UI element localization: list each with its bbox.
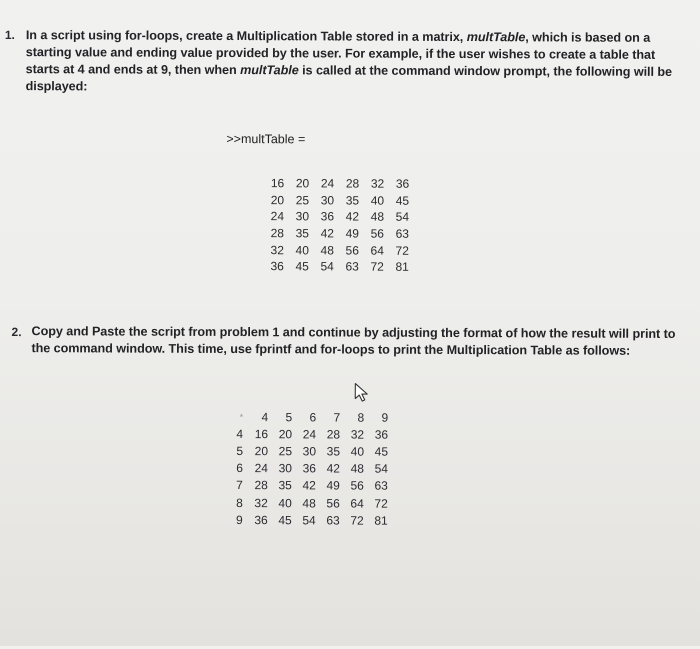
table-cell: 32 (350, 427, 365, 442)
matrix-cell: 40 (295, 242, 309, 258)
row-label: 5 (236, 444, 244, 459)
matrix-cell: 63 (395, 226, 410, 241)
matrix-cell: 20 (295, 176, 310, 191)
matrix-row (267, 242, 409, 259)
table-cell: 36 (374, 427, 389, 442)
matrix-cell: 40 (370, 193, 385, 208)
table-cell: 32 (254, 495, 268, 510)
table-cell: 30 (278, 461, 292, 476)
matrix-cell: 54 (320, 259, 334, 274)
matrix-cell: 36 (395, 177, 410, 192)
row-label: 4 (236, 426, 244, 441)
table-cell: 48 (302, 495, 316, 510)
table-cell: 40 (350, 444, 365, 459)
table-cell: 54 (374, 461, 388, 476)
matrix-cell: 30 (320, 193, 335, 208)
matrix-cell: 42 (320, 226, 335, 241)
table-header-cell: 6 (309, 409, 317, 424)
table-header-row (234, 408, 388, 426)
matrix-cell: 20 (270, 193, 285, 208)
question-2-number: 2. (11, 325, 22, 340)
printed-multiplication-table (234, 408, 389, 529)
table-cell: 28 (326, 427, 341, 442)
row-label: 6 (236, 461, 243, 476)
table-cell: 20 (254, 444, 269, 459)
table-row (234, 494, 388, 512)
table-cell: 36 (302, 461, 316, 476)
matrix-cell: 45 (395, 193, 410, 208)
table-cell: 20 (278, 427, 293, 442)
matrix-cell: 28 (345, 176, 360, 191)
question-2-line-2: the command window. This time, use fprintf and for-loops to print the Multiplication Table as follows: (31, 341, 631, 358)
table-cell: 72 (350, 513, 364, 528)
table-cell: 48 (350, 461, 364, 476)
table-header-cell: 8 (357, 410, 365, 425)
question-1-number: 1. (4, 28, 15, 43)
matrix-cell: 56 (370, 226, 385, 241)
matrix-row (267, 258, 409, 275)
matrix-cell: 28 (270, 226, 285, 241)
matrix-cell: 72 (395, 243, 409, 258)
matrix-cell: 63 (345, 259, 359, 274)
matrix-cell: 36 (320, 209, 335, 224)
matrix-cell: 81 (395, 259, 409, 275)
table-cell: 56 (350, 478, 364, 493)
matrix-row (267, 208, 409, 225)
row-label: 8 (236, 495, 243, 510)
table-cell: 40 (278, 495, 292, 510)
matrix-cell: 72 (370, 259, 384, 274)
table-row (234, 442, 388, 460)
matrix-row (267, 175, 409, 192)
table-header-cell: 5 (285, 409, 293, 424)
table-row (234, 477, 388, 495)
question-1-line-3: starts at 4 and ends at 9, then when multTable is called at the command window prompt, the following will be (25, 62, 673, 79)
question-1-line-2: starting value and ending value provided by the user. For example, if the user wishes to create a table that (25, 45, 656, 62)
table-cell: 63 (374, 478, 388, 494)
matrix-cell: 54 (395, 210, 410, 225)
question-2-text (31, 323, 691, 360)
table-cell: 28 (254, 478, 268, 493)
matrix-cell: 48 (370, 210, 385, 225)
row-label: 9 (236, 512, 243, 527)
table-cell: 24 (302, 427, 317, 442)
matrix-row (267, 192, 409, 209)
matrix-cell: 24 (320, 176, 335, 191)
table-cell: 72 (374, 496, 388, 511)
table-corner-asterisk: * (239, 411, 244, 422)
table-row (234, 511, 388, 529)
table-header-cell: 9 (381, 410, 389, 425)
table-header-cell: 7 (333, 410, 341, 425)
table-cell: 30 (302, 444, 317, 459)
table-cell: 45 (374, 444, 389, 459)
table-cell: 35 (326, 444, 341, 459)
table-cell: 49 (326, 478, 340, 493)
question-1-text (26, 27, 696, 98)
table-row (234, 425, 388, 443)
table-cell: 45 (278, 512, 292, 527)
table-cell: 16 (254, 426, 269, 441)
mouse-pointer-icon (353, 383, 369, 403)
matrix-cell: 48 (320, 243, 334, 258)
table-cell: 24 (254, 461, 268, 476)
row-label: 7 (236, 478, 243, 493)
matrix-cell: 42 (345, 209, 360, 225)
matrix-cell: 49 (345, 226, 360, 241)
question-1-line-1: In a script using for-loops, create a Multiplication Table stored in a matrix, multTable, which is based on a (25, 28, 651, 45)
table-header-cell: 4 (261, 409, 269, 424)
table-cell: 35 (278, 478, 292, 493)
matrix-cell: 32 (370, 176, 385, 191)
table-row (234, 460, 388, 478)
matrix-cell: 35 (345, 193, 360, 208)
matrix-cell: 16 (270, 176, 285, 191)
matrix-cell: 32 (270, 242, 284, 257)
matrix-cell: 35 (295, 226, 310, 241)
question-1-line-4: displayed: (25, 79, 88, 94)
table-cell: 42 (326, 461, 340, 476)
matrix-cell: 56 (345, 243, 359, 258)
matrix-cell: 30 (295, 209, 310, 224)
table-cell: 54 (302, 513, 316, 528)
table-cell: 25 (278, 444, 293, 459)
matrix-cell: 45 (295, 259, 309, 274)
table-cell: 81 (374, 513, 388, 528)
table-cell: 63 (326, 513, 340, 528)
matrix-cell: 25 (295, 193, 310, 208)
matrix-cell: 64 (370, 243, 384, 258)
matrix-cell: 24 (270, 209, 285, 224)
command-prompt: >>multTable = (226, 131, 306, 147)
matrix-cell: 36 (270, 259, 284, 274)
table-cell: 42 (302, 478, 316, 493)
mult-table-matrix (267, 175, 409, 275)
table-cell: 64 (350, 496, 364, 511)
table-cell: 36 (254, 512, 268, 527)
matrix-row (267, 225, 409, 242)
question-2-line-1: Copy and Paste the script from problem 1 and continue by adjusting the format of how the result will print to (31, 324, 676, 341)
table-cell: 56 (326, 495, 340, 511)
